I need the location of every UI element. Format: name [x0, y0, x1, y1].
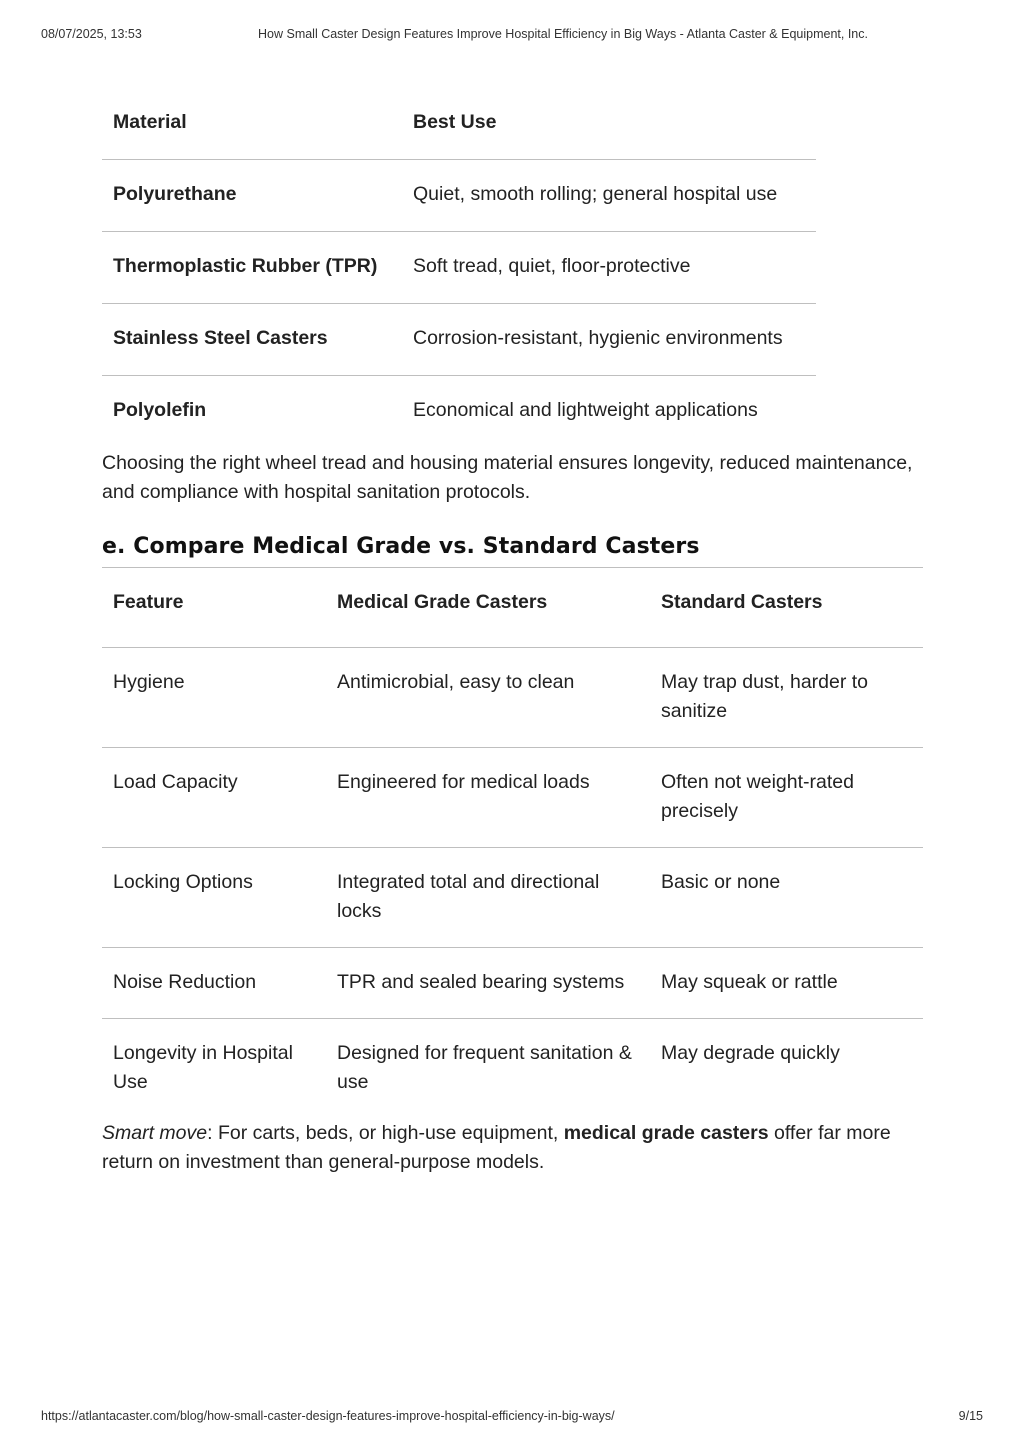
table-row — [102, 160, 816, 232]
table-row — [102, 376, 816, 448]
smart-move-label: Smart move — [102, 1122, 208, 1144]
column-header-best-use: Best Use — [402, 88, 816, 160]
materials-table — [102, 88, 816, 447]
table-header-row — [102, 88, 816, 160]
best-use-cell: Corrosion-resistant, hygienic environments — [402, 304, 816, 376]
best-use-cell: Economical and lightweight applications — [402, 376, 816, 448]
medical-grade-cell: TPR and sealed bearing systems — [326, 948, 650, 1019]
print-page-number: 9/15 — [958, 1409, 983, 1423]
smart-move-bold: medical grade casters — [563, 1122, 769, 1144]
medical-grade-cell: Integrated total and directional locks — [326, 848, 650, 948]
feature-cell: Locking Options — [102, 848, 326, 948]
material-cell: Stainless Steel Casters — [102, 304, 402, 376]
column-header-medical-grade: Medical Grade Casters — [337, 591, 548, 613]
standard-cell: Often not weight-rated precisely — [650, 748, 923, 848]
material-cell: Polyurethane — [102, 160, 402, 232]
standard-cell: May degrade quickly — [650, 1019, 923, 1119]
standard-cell: May squeak or rattle — [650, 948, 923, 1019]
material-cell: Polyolefin — [102, 376, 402, 448]
smart-move-text-before: : For carts, beds, or high-use equipment, — [207, 1122, 564, 1144]
medical-grade-cell: Designed for frequent sanitation & use — [326, 1019, 650, 1119]
table-row — [102, 648, 923, 748]
standard-cell: Basic or none — [650, 848, 923, 948]
feature-cell: Load Capacity — [102, 748, 326, 848]
feature-cell: Longevity in Hospital Use — [102, 1019, 326, 1119]
table-row — [102, 748, 923, 848]
article-content — [102, 88, 923, 1177]
table-header-row — [102, 568, 923, 648]
print-footer — [41, 1409, 983, 1425]
standard-cell: May trap dust, harder to sanitize — [650, 648, 923, 748]
table-row — [102, 304, 816, 376]
section-heading: e. Compare Medical Grade vs. Standard Casters — [102, 534, 923, 568]
print-header — [41, 27, 983, 43]
print-datetime: 08/07/2025, 13:53 — [41, 27, 142, 41]
table-row — [102, 948, 923, 1019]
smart-move-text-after: offer far more return on investment than general-purpose models. — [102, 1122, 891, 1173]
comparison-table — [102, 568, 923, 1118]
column-header-standard: Standard Casters — [661, 591, 823, 613]
materials-paragraph: Choosing the right wheel tread and housing material ensures longevity, reduced maintenance, and compliance with hospital sanitation protocols. — [102, 452, 913, 503]
table-row — [102, 232, 816, 304]
column-header-material: Material — [102, 88, 402, 160]
smart-move-paragraph — [102, 1119, 923, 1177]
medical-grade-cell: Engineered for medical loads — [326, 748, 650, 848]
best-use-cell: Soft tread, quiet, floor-protective — [402, 232, 816, 304]
best-use-cell: Quiet, smooth rolling; general hospital use — [402, 160, 816, 232]
print-page-title: How Small Caster Design Features Improve Hospital Efficiency in Big Ways - Atlanta Caster & Equipment, Inc. — [258, 27, 868, 41]
medical-grade-cell: Antimicrobial, easy to clean — [326, 648, 650, 748]
print-url: https://atlantacaster.com/blog/how-small-caster-design-features-improve-hospital-efficiency-in-big-ways/ — [41, 1409, 615, 1423]
feature-cell: Noise Reduction — [102, 948, 326, 1019]
feature-cell: Hygiene — [102, 648, 326, 748]
material-cell: Thermoplastic Rubber (TPR) — [102, 232, 402, 304]
table-row — [102, 848, 923, 948]
table-row — [102, 1019, 923, 1119]
column-header-feature: Feature — [113, 591, 184, 613]
